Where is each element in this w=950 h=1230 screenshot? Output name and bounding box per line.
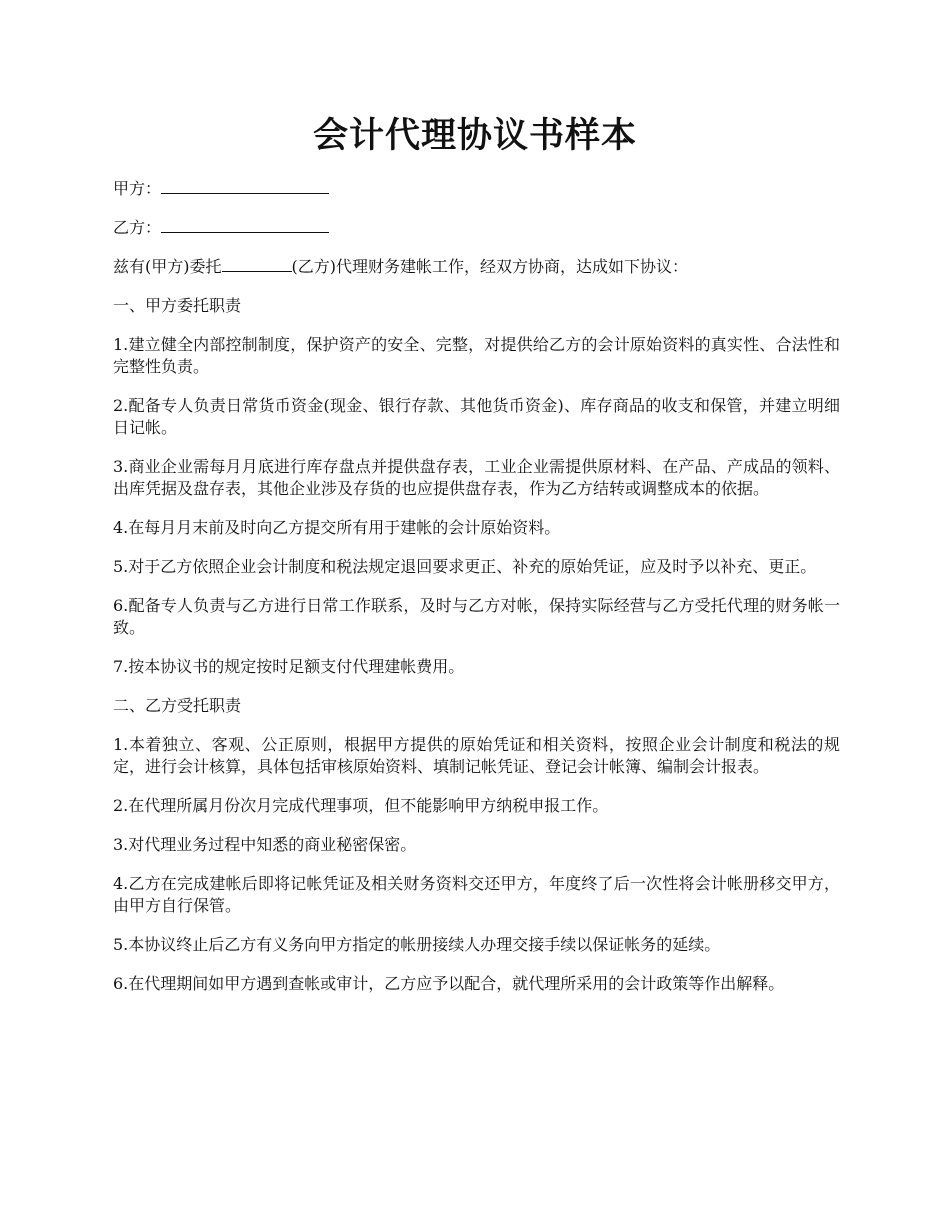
section1-item: 1.建立健全内部控制制度，保护资产的安全、完整，对提供给乙方的会计原始资料的真实性、合法性和完整性负责。 xyxy=(113,335,840,376)
section2-item: 2.在代理所属月份次月完成代理事项，但不能影响甲方纳税申报工作。 xyxy=(113,796,609,815)
document-title: 会计代理协议书样本 xyxy=(312,115,637,156)
intro-suffix: (乙方)代理财务建帐工作，经双方协商，达成如下协议： xyxy=(291,257,688,276)
section2-item: 3.对代理业务过程中知悉的商业秘密保密。 xyxy=(113,835,417,854)
intro-paragraph xyxy=(113,256,840,278)
section1-item: 7.按本协议书的规定按时足额支付代理建帐费用。 xyxy=(113,657,465,676)
party-a-label: 甲方： xyxy=(113,179,162,198)
section2-item: 6.在代理期间如甲方遇到查帐或审计，乙方应予以配合，就代理所采用的会计政策等作出解释。 xyxy=(113,974,785,993)
section2-item: 5.本协议终止后乙方有义务向甲方指定的帐册接续人办理交接手续以保证帐务的延续。 xyxy=(113,935,721,954)
party-b-line xyxy=(113,217,840,239)
section1-item: 3.商业企业需每月月底进行库存盘点并提供盘存表，工业企业需提供原材料、在产品、产成品的领料、出库凭据及盘存表，其他企业涉及存货的也应提供盘存表，作为乙方结转或调整成本的依据。 xyxy=(113,457,840,498)
section1-heading: 一、甲方委托职责 xyxy=(113,296,242,315)
section1-item: 4.在每月月末前及时向乙方提交所有用于建帐的会计原始资料。 xyxy=(113,518,561,537)
party-a-blank xyxy=(161,178,329,194)
section1-item: 2.配备专人负责日常货币资金(现金、银行存款、其他货币资金)、库存商品的收支和保管，并建立明细日记帐。 xyxy=(113,396,840,437)
agent-blank xyxy=(222,256,292,272)
party-b-label: 乙方： xyxy=(113,218,162,237)
section2-item: 4.乙方在完成建帐后即将记帐凭证及相关财务资料交还甲方，年度终了后一次性将会计帐册移交甲方，由甲方自行保管。 xyxy=(113,874,840,915)
section2-item: 1.本着独立、客观、公正原则，根据甲方提供的原始凭证和相关资料，按照企业会计制度和税法的规定，进行会计核算，具体包括审核原始资料、填制记帐凭证、登记会计帐簿、编制会计报表。 xyxy=(113,735,840,776)
intro-prefix: 兹有(甲方)委托 xyxy=(113,257,222,276)
party-b-blank xyxy=(161,217,329,233)
document-body xyxy=(113,178,840,1012)
section1-item: 6.配备专人负责与乙方进行日常工作联系，及时与乙方对帐，保持实际经营与乙方受托代理的财务帐一致。 xyxy=(113,596,840,637)
section1-item: 5.对于乙方依照企业会计制度和税法规定退回要求更正、补充的原始凭证，应及时予以补充、更正。 xyxy=(113,557,817,576)
section2-heading: 二、乙方受托职责 xyxy=(113,696,242,715)
party-a-line xyxy=(113,178,840,200)
